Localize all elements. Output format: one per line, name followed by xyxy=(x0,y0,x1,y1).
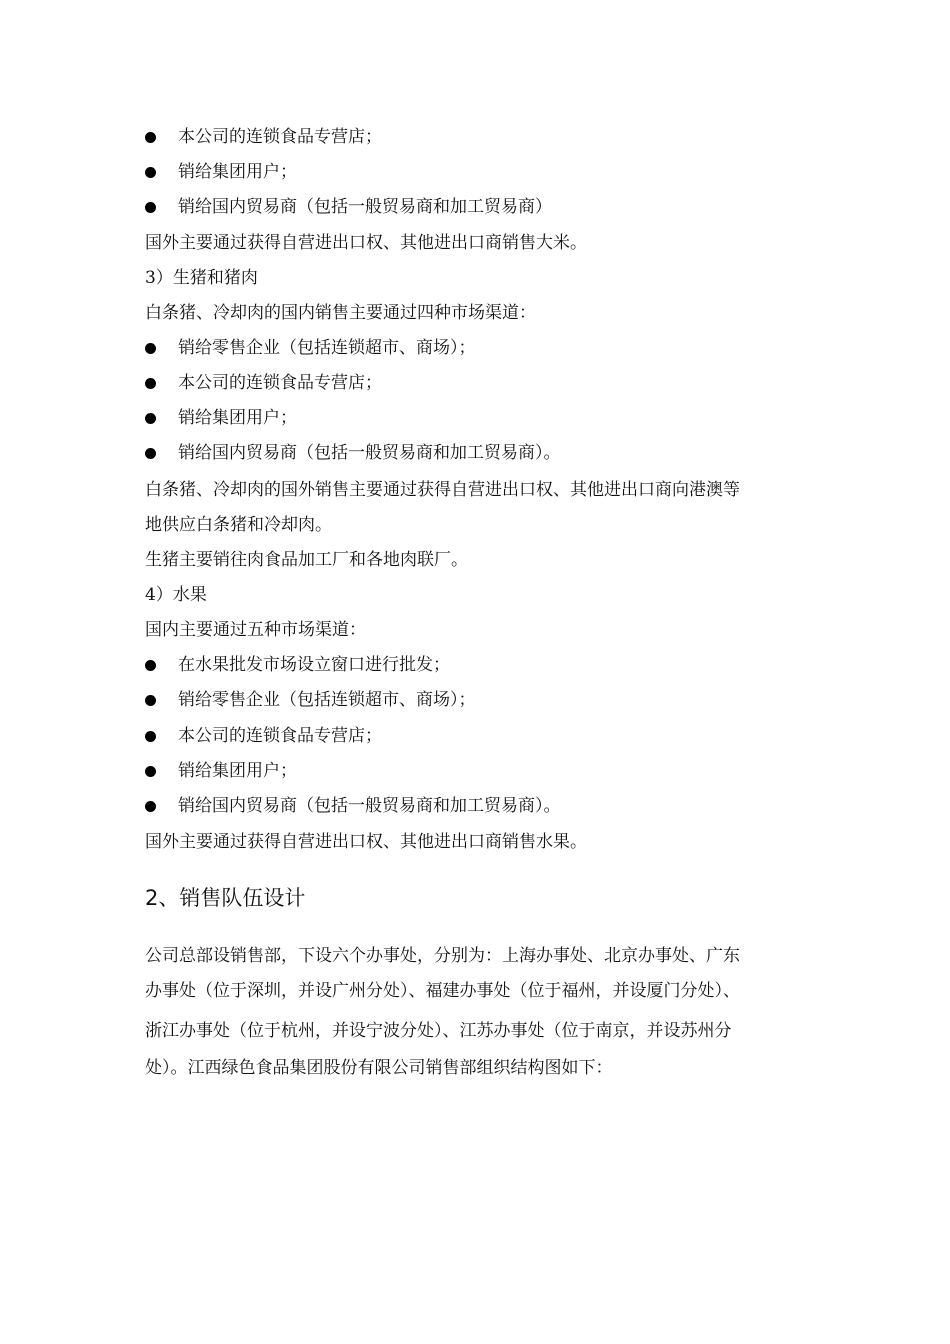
paragraph: 白条猪、冷却肉的国外销售主要通过获得自营进出口权、其他进出口商向港澳等 xyxy=(145,480,740,500)
bullet-dot-icon xyxy=(145,801,156,812)
bullet-dot-icon xyxy=(145,378,156,389)
bullet-text: 销给集团用户； xyxy=(178,408,297,428)
paragraph: 国内主要通过五种市场渠道： xyxy=(145,620,366,640)
section-subtitle: 4）水果 xyxy=(145,585,207,605)
paragraph: 办事处（位于深圳，并设广州分处）、福建办事处（位于福州，并设厦门分处）、 xyxy=(145,981,740,1001)
section-subtitle: 3）生猪和猪肉 xyxy=(145,268,258,288)
paragraph: 白条猪、冷却肉的国内销售主要通过四种市场渠道： xyxy=(145,303,536,323)
bullet-text: 在水果批发市场设立窗口进行批发； xyxy=(178,655,450,675)
bullet-dot-icon xyxy=(145,448,156,459)
bullet-text: 销给国内贸易商（包括一般贸易商和加工贸易商） xyxy=(178,197,552,217)
bullet-dot-icon xyxy=(145,695,156,706)
section-heading: 2、销售队伍设计 xyxy=(145,886,306,910)
bullet-text: 本公司的连锁食品专营店； xyxy=(178,373,382,393)
bullet-text: 本公司的连锁食品专营店； xyxy=(178,127,382,147)
bullet-dot-icon xyxy=(145,132,156,143)
bullet-text: 销给集团用户； xyxy=(178,162,297,182)
bullet-text: 本公司的连锁食品专营店； xyxy=(178,726,382,746)
bullet-dot-icon xyxy=(145,731,156,742)
paragraph: 国外主要通过获得自营进出口权、其他进出口商销售大米。 xyxy=(145,233,587,253)
bullet-dot-icon xyxy=(145,660,156,671)
bullet-text: 销给国内贸易商（包括一般贸易商和加工贸易商）。 xyxy=(178,796,561,816)
paragraph: 生猪主要销往肉食品加工厂和各地肉联厂。 xyxy=(145,550,468,570)
bullet-text: 销给零售企业（包括连锁超市、商场）； xyxy=(178,690,476,710)
bullet-dot-icon xyxy=(145,413,156,424)
bullet-text: 销给国内贸易商（包括一般贸易商和加工贸易商）。 xyxy=(178,443,561,463)
paragraph: 处）。江西绿色食品集团股份有限公司销售部组织结构图如下： xyxy=(145,1058,613,1078)
paragraph: 国外主要通过获得自营进出口权、其他进出口商销售水果。 xyxy=(145,832,587,852)
bullet-dot-icon xyxy=(145,167,156,178)
bullet-dot-icon xyxy=(145,202,156,213)
paragraph: 浙江办事处（位于杭州，并设宁波分处）、江苏办事处（位于南京，并设苏州分 xyxy=(145,1021,732,1041)
paragraph: 公司总部设销售部，下设六个办事处，分别为：上海办事处、北京办事处、广东 xyxy=(145,946,740,966)
bullet-dot-icon xyxy=(145,343,156,354)
bullet-text: 销给集团用户； xyxy=(178,761,297,781)
bullet-text: 销给零售企业（包括连锁超市、商场）； xyxy=(178,338,476,358)
bullet-dot-icon xyxy=(145,766,156,777)
paragraph: 地供应白条猪和冷却肉。 xyxy=(145,515,332,535)
